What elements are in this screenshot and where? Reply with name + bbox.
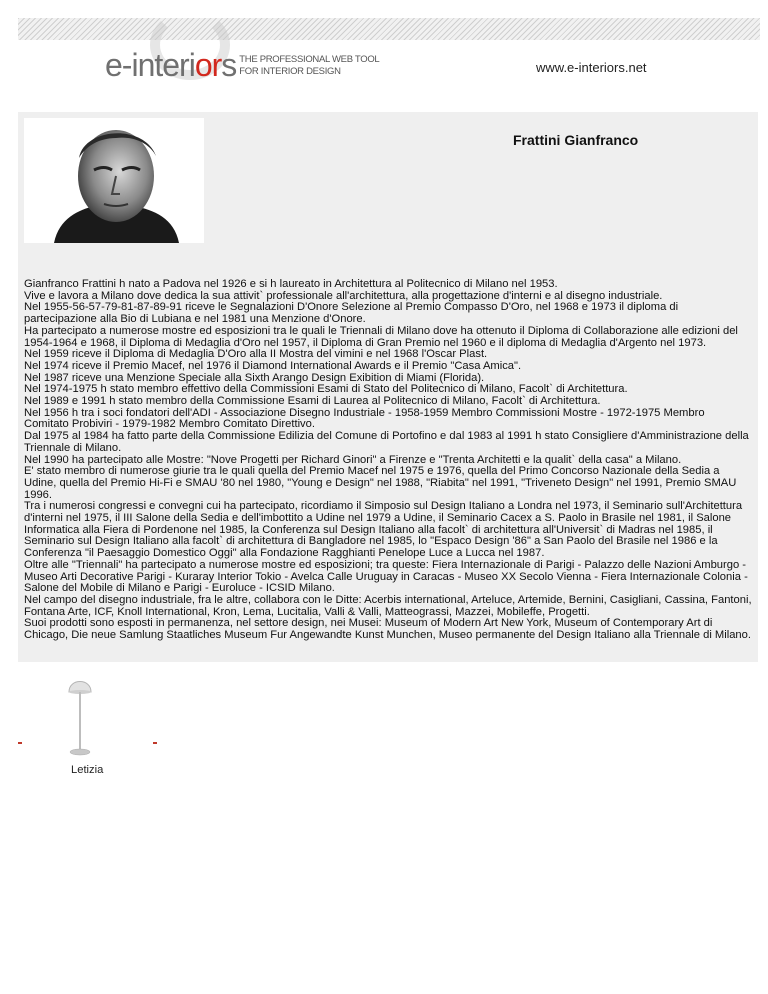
header-pattern-bar	[18, 18, 760, 40]
product-thumbnail-letizia[interactable]	[55, 670, 105, 760]
site-url[interactable]: www.e-interiors.net	[536, 60, 647, 75]
bio-paragraph: Nel 1956 h tra i soci fondatori dell'ADI - Associazione Disegno Industriale - 1958-1959 Membro Commissioni Mostre - 1972-1975 Membro Comitato Probiviri - 1979-1982 Membro Comitato Direttivo.	[24, 406, 705, 431]
bio-paragraph: Ha partecipato a numerose mostre ed esposizioni tra le quali le Triennali di Milano dove ha ottenuto il Diploma di Collaborazione alle edizioni del 1954-1964 e 1968, il Diploma di Medaglia d'Oro nel 1957, il Diploma di Gran Premio nel 1960 e il diploma di Medaglia d'Argento nel 1973.	[24, 324, 738, 349]
bio-paragraph: Nel 1955-56-57-79-81-87-89-91 riceve le Segnalazioni D'Onore Selezione al Premio Compasso D'Oro, nel 1968 e 1973 il diploma di partecipazione alla Bio di Lubiana e nel 1981 una Menzione d'Onore.	[24, 301, 679, 326]
bio-paragraph: Gianfranco Frattini h nato a Padova nel 1926 e si h laureato in Architettura al Politecnico di Milano nel 1953.	[24, 278, 558, 290]
bio-paragraph: Nel campo del disegno industriale, fra le altre, collabora con le Ditte: Acerbis international, Arteluce, Artemide, Bernini, Casigliani, Cassina, Fantoni, Fontana Arte, ICF, Knoll International, Kron, Lema, Lucitalia, Valli & Valli, Matteograssi, Mazzei, Mobileffe, Progetti.	[24, 593, 752, 618]
bio-paragraph: Oltre alle "Triennali" ha partecipato a numerose mostre ed esposizioni; tra queste: Fiera Internazionale di Parigi - Palazzo delle Nazioni Amburgo - Museo Arti Decorative Parigi - Kuraray Interior Tokio - Avelca Calle Uruguay in Caracas - Museo XX Secolo Vienna - Fiera Internazionale Colonia - Salone del Mobile di Milano e Parigi - Euroluce - ICSID Milano.	[24, 558, 748, 595]
bio-paragraph: Tra i numerosi congressi e convegni cui ha partecipato, ricordiamo il Simposio sul Design Italiano a Londra nel 1973, il Seminario sull'Architettura d'interni nel 1975, il III Salone della Sedia e dell'imbottito a Udine nel 1979 a Udine, il Seminario Cacex a S. Paolo in Brasile nel 1981, il Salone Informatica alla Fiera di Pordenone nel 1985, la Conferenza sul Design Italiano alla facolt` di architettura all'Universit` di Madras nel 1985, il Seminario sul Design Italiano alla facolt` di architettura di Bangladore nel 1985, lo "Espaco Design '86" a San Paolo del Brasile nel 1986 e la Conferenza "il Paesaggio Domestico Oggi" alla Fondazione Ragghianti Penelope Luce a Lucca nel 1987.	[24, 500, 743, 560]
bio-paragraph: Nel 1974-1975 h stato membro effettivo della Commissioni Esami di Stato del Politecnico di Milano, Facolt` di Architettura.	[24, 383, 628, 396]
designer-biography	[24, 279, 752, 642]
designer-portrait	[24, 118, 204, 243]
designer-name: Frattini Gianfranco	[513, 132, 639, 148]
logo-wordmark: e-interiors	[105, 47, 237, 83]
bio-paragraph: Vive e lavora a Milano dove dedica la sua attivit` professionale all'architettura, alla progettazione d'interni e al disegno industriale.	[24, 289, 663, 302]
bio-paragraph: Nel 1959 riceve il Diploma di Medaglia D'Oro alla II Mostra del vimini e nel 1968 l'Oscar Plast.	[24, 348, 488, 361]
bio-paragraph: Suoi prodotti sono esposti in permanenza, nel settore design, nei Musei: Museum of Modern Art New York, Museum of Contemporary Art di Chicago, Die neue Samlung Staatliches Museum Fur Angewandte Kunst Munchen, Museo permanente del Design Italiano alla Triennale di Milano.	[24, 617, 751, 642]
bio-paragraph: Dal 1975 al 1984 ha fatto parte della Commissione Edilizia del Comune di Portofino e dal 1983 al 1991 h stato Consigliere d'Amministrazione della Triennale di Milano.	[24, 430, 749, 454]
bio-paragraph: Nel 1987 riceve una Menzione Speciale alla Sixth Arango Design Exibition di Miami (Florida).	[24, 371, 485, 384]
bio-paragraph: Nel 1990 ha partecipato alle Mostre: "Nove Progetti per Richard Ginori" a Firenze e "Trenta Architetti e la qualit` della casa" a Milano.	[24, 453, 682, 466]
e-interiors-logo[interactable]	[105, 48, 379, 82]
logo-tagline: THE PROFESSIONAL WEB TOOL FOR INTERIOR DESIGN	[239, 54, 380, 77]
bio-paragraph: Nel 1974 riceve il Premio Macef, nel 1976 il Diamond International Awards e il Premio "Casa Amica".	[24, 359, 522, 372]
next-product-link[interactable]	[153, 742, 157, 744]
previous-product-link[interactable]	[18, 742, 22, 744]
product-caption[interactable]: Letizia	[71, 764, 104, 776]
bio-paragraph: Nel 1989 e 1991 h stato membro della Commissione Esami di Laurea al Politecnico di Milano, Facolt` di Architettura.	[24, 395, 601, 408]
bio-paragraph: E' stato membro di numerose giurie tra le quali quella del Premio Macef nel 1975 e 1976, quella del Primo Concorso Nazionale della Sedia a Udine, quella del Premio Hi-Fi e SMAU '80 nel 1980, "Young e Design" nel 1988, "Riabita" nel 1991, "Triveneto Design" nel 1991, Premio SMAU 1996.	[24, 465, 737, 501]
